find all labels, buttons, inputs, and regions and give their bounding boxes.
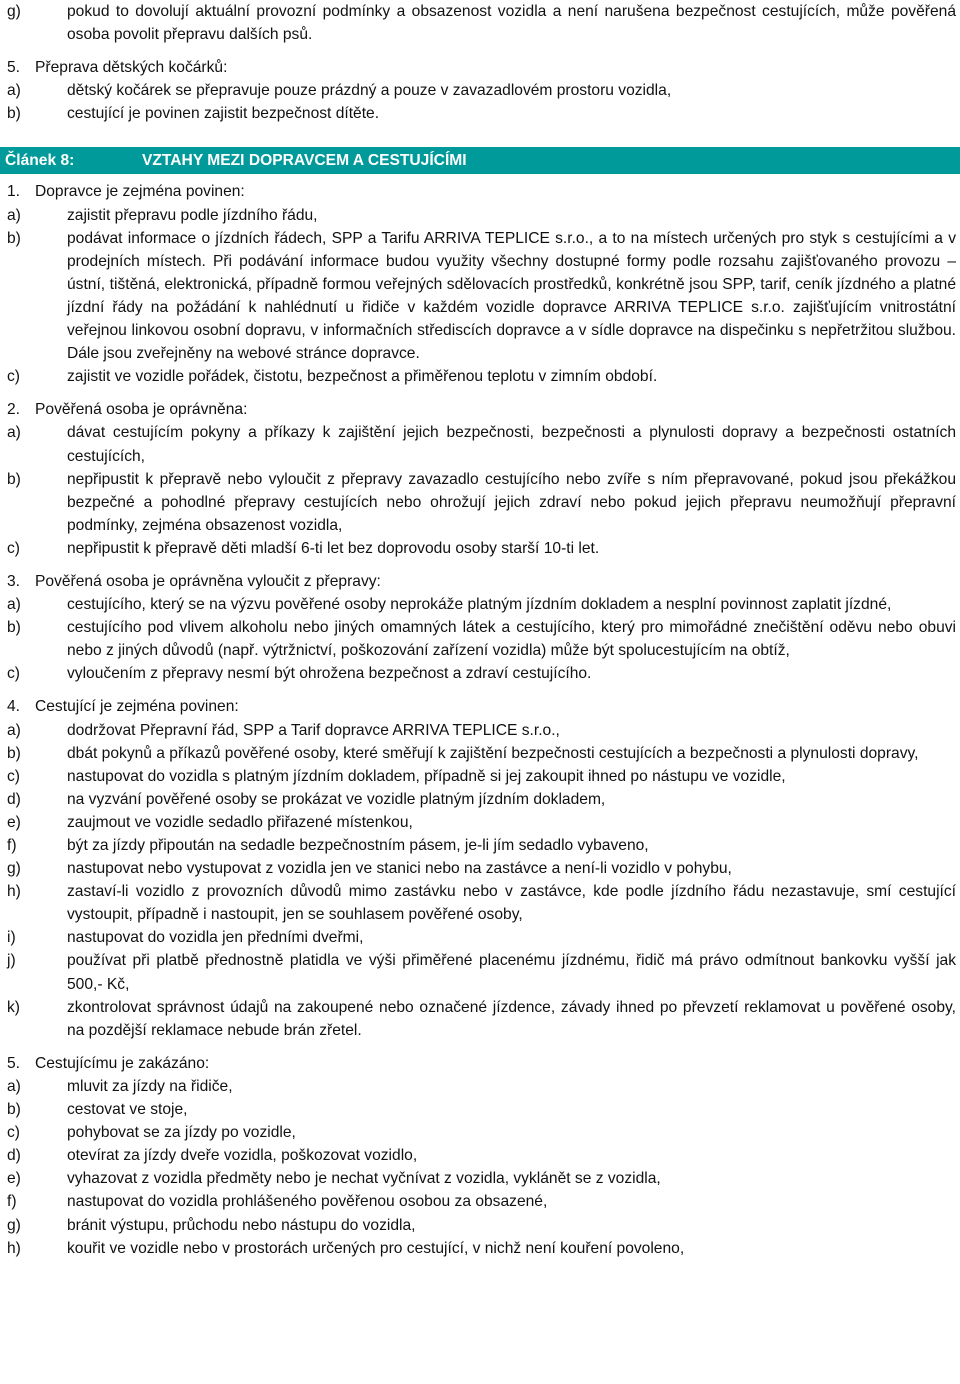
item-label: c) xyxy=(7,1124,20,1142)
section-heading xyxy=(7,180,956,203)
list-item xyxy=(7,788,956,811)
list-item xyxy=(7,365,956,388)
list-item xyxy=(7,616,956,662)
item-label: g) xyxy=(7,860,21,878)
item-label: a) xyxy=(7,424,21,442)
list-item xyxy=(7,468,956,537)
section-number: 4. xyxy=(7,698,21,716)
item-text: zkontrolovat správnost údajů na zakoupené nebo označené jízdence, závady ihned po převzetí reklamovat u pověřené osoby, na pozdější reklamace nebude brán zřetel. xyxy=(67,998,956,1039)
section-title: Přeprava dětských kočárků: xyxy=(35,59,228,77)
item-text: pokud to dovolují aktuální provozní podmínky a obsazenost vozidla a není narušena bezpečnost cestujících, může pověřená osoba povolit přepravu dalších psů. xyxy=(67,3,956,44)
item-text: dbát pokynů a příkazů pověřené osoby, které směřují k zajištění bezpečnosti cestujících a bezpečnosti a plynulosti dopravy, xyxy=(67,744,919,762)
item-text: na vyzvání pověřené osoby se prokázat ve vozidle platným jízdním dokladem, xyxy=(67,790,606,808)
spacer xyxy=(7,388,956,398)
item-text: vyhazovat z vozidla předměty nebo je nechat vyčnívat z vozidla, vyklánět se z vozidla, xyxy=(67,1170,661,1188)
section-title: Pověřená osoba je oprávněna vyloučit z přepravy: xyxy=(35,572,381,590)
item-text: dávat cestujícím pokyny a příkazy k zajištění jejich bezpečnosti, bezpečnosti a plynulosti dopravy a bezpečnosti ostatních cestujících, xyxy=(67,424,956,465)
item-label: c) xyxy=(7,665,20,683)
item-text: zajistit ve vozidle pořádek, čistotu, bezpečnost a přiměřenou teplotu v zimním období. xyxy=(67,368,658,386)
list-item xyxy=(7,1167,956,1190)
item-label: i) xyxy=(7,929,16,947)
spacer xyxy=(7,560,956,570)
list-item xyxy=(7,765,956,788)
list-item xyxy=(7,1190,956,1213)
list-item xyxy=(7,949,956,995)
list-item xyxy=(7,593,956,616)
section-heading xyxy=(7,570,956,593)
item-label: c) xyxy=(7,368,20,386)
spacer xyxy=(7,46,956,56)
section-heading xyxy=(7,695,956,718)
item-label: c) xyxy=(7,539,20,557)
section-title: Cestujícímu je zakázáno: xyxy=(35,1054,210,1072)
section-number: 5. xyxy=(7,1054,21,1072)
article-number: Článek 8: xyxy=(5,152,75,170)
item-text: podávat informace o jízdních řádech, SPP a Tarifu ARRIVA TEPLICE s.r.o., a to na místech určených pro styk s cestujícími a v prodejních místech. Při podávání informace budou využity všechny dostupné formy podle rozsahu zajišťovaného provozu – ústní, tištěná, elektronická, případně formou veřejných sdělovacích prostředků, konkrétně jsou SPP, tarif, ceník jízdného a platné jízdní řády na požádání k nahlédnutí u řidiče v každém vozidle dopravce ARRIVA TEPLICE s.r.o. zajišťujícím vnitrostátní veřejnou linkovou osobní dopravu, v informačních střediscích dopravce a v sídle dopravce na dispečinku s nepřetržitou službou. Dále jsou zveřejněny na webové stránce dopravce. xyxy=(67,229,956,363)
item-text: dětský kočárek se přepravuje pouze prázdný a pouze v zavazadlovém prostoru vozidla, xyxy=(67,82,672,100)
item-label: e) xyxy=(7,1170,21,1188)
item-text: nepřipustit k přepravě děti mladší 6-ti let bez doprovodu osoby starší 10-ti let. xyxy=(67,539,600,557)
item-text: kouřit ve vozidle nebo v prostorách určených pro cestující, v nichž není kouření povoleno, xyxy=(67,1239,685,1257)
item-label: k) xyxy=(7,998,20,1016)
section-title: Cestující je zejména povinen: xyxy=(35,698,239,716)
item-label: b) xyxy=(7,1101,21,1119)
list-item xyxy=(7,1237,956,1260)
item-label: a) xyxy=(7,1077,21,1095)
item-label: a) xyxy=(7,206,21,224)
item-text: cestující je povinen zajistit bezpečnost dítěte. xyxy=(67,105,380,123)
list-item xyxy=(7,926,956,949)
spacer xyxy=(7,685,956,695)
section-heading xyxy=(7,398,956,421)
item-text: zaujmout ve vozidle sedadlo přiřazené místenkou, xyxy=(67,813,413,831)
item-text: cestovat ve stoje, xyxy=(67,1101,188,1119)
section-number: 1. xyxy=(7,183,21,201)
item-text: nastupovat nebo vystupovat z vozidla jen ve stanici nebo na zastávce a není-li vozidlo v pohybu, xyxy=(67,860,732,878)
item-label: h) xyxy=(7,1239,21,1257)
spacer xyxy=(7,1042,956,1052)
item-label: d) xyxy=(7,790,21,808)
section-title: Dopravce je zejména povinen: xyxy=(35,183,245,201)
item-label: e) xyxy=(7,813,21,831)
item-label: f) xyxy=(7,1193,17,1211)
list-item xyxy=(7,102,956,125)
item-label: b) xyxy=(7,619,21,637)
item-label: a) xyxy=(7,721,21,739)
list-item xyxy=(7,662,956,685)
item-label: d) xyxy=(7,1147,21,1165)
list-item xyxy=(7,227,956,366)
list-item xyxy=(7,1098,956,1121)
section-title: Pověřená osoba je oprávněna: xyxy=(35,401,248,419)
item-text: zajistit přepravu podle jízdního řádu, xyxy=(67,206,318,224)
item-text: nastupovat do vozidla prohlášeného pověřenou osobou za obsazené, xyxy=(67,1193,548,1211)
list-item xyxy=(7,857,956,880)
list-item xyxy=(7,996,956,1042)
list-item xyxy=(7,719,956,742)
item-text: vyloučením z přepravy nesmí být ohrožena bezpečnost a zdraví cestujícího. xyxy=(67,665,592,683)
list-item xyxy=(7,742,956,765)
section-heading xyxy=(7,1052,956,1075)
list-item xyxy=(7,834,956,857)
list-item xyxy=(7,1075,956,1098)
item-label: f) xyxy=(7,837,17,854)
item-text: cestujícího pod vlivem alkoholu nebo jiných omamných látek a cestujícího, který pro mimořádné znečištění oděvu nebo obuvi nebo z jiných důvodů (např. výtržnictví, poškozování zařízení vozidla) může být spolucestujícím na obtíž, xyxy=(67,619,956,660)
section-heading xyxy=(7,56,956,79)
item-label: c) xyxy=(7,767,20,785)
article-heading xyxy=(0,147,960,174)
item-text: nastupovat do vozidla s platným jízdním dokladem, případně si jej zakoupit ihned po nástupu ve vozidle, xyxy=(67,767,786,785)
list-item xyxy=(7,880,956,926)
item-label: b) xyxy=(7,470,21,488)
item-label: g) xyxy=(7,3,21,20)
article-title: VZTAHY MEZI DOPRAVCEM A CESTUJÍCÍMI xyxy=(142,152,467,170)
item-text: mluvit za jízdy na řidiče, xyxy=(67,1077,233,1095)
list-item xyxy=(7,811,956,834)
list-item xyxy=(7,1121,956,1144)
item-text: nastupovat do vozidla jen předními dveřmi, xyxy=(67,929,364,947)
section-number: 5. xyxy=(7,59,21,77)
item-text: používat při platbě přednostně platidla ve výši přiměřené placenému jízdnému, řidič má právo odmítnout bankovku vyšší jak 500,- Kč, xyxy=(67,952,956,993)
item-label: j) xyxy=(7,952,16,970)
list-item xyxy=(7,0,956,46)
list-item xyxy=(7,1214,956,1237)
list-item xyxy=(7,1144,956,1167)
item-text: být za jízdy připoután na sedadle bezpečnostním pásem, je-li jím sedadlo vybaveno, xyxy=(67,837,649,854)
item-text: bránit výstupu, průchodu nebo nástupu do vozidla, xyxy=(67,1216,416,1234)
item-text: zastaví-li vozidlo z provozních důvodů mimo zastávku nebo v zastávce, kde podle jízdního řádu nezastavuje, smí cestující vystoupit, případně i nastoupit, jen se souhlasem pověřené osoby, xyxy=(67,883,956,924)
item-label: g) xyxy=(7,1216,21,1234)
item-label: h) xyxy=(7,883,21,901)
section-number: 3. xyxy=(7,572,21,590)
item-label: a) xyxy=(7,82,21,100)
item-label: b) xyxy=(7,744,21,762)
item-label: b) xyxy=(7,229,21,247)
item-text: cestujícího, který se na výzvu pověřené osoby neprokáže platným jízdním dokladem a nesplní povinnost zaplatit jízdné, xyxy=(67,596,892,614)
list-item xyxy=(7,79,956,102)
item-text: dodržovat Přepravní řád, SPP a Tarif dopravce ARRIVA TEPLICE s.r.o., xyxy=(67,721,560,739)
item-text: otevírat za jízdy dveře vozidla, poškozovat vozidlo, xyxy=(67,1147,418,1165)
list-item xyxy=(7,204,956,227)
item-label: a) xyxy=(7,596,21,614)
item-text: nepřipustit k přepravě nebo vyloučit z přepravy zavazadlo cestujícího nebo zvíře s ním přepravované, pokud jsou překážkou bezpečné a pohodlné přepravy cestujících nebo ohrožují jejich zdraví nebo pokud jejich přepravu neumožňují přepravní podmínky, zejména obsazenost vozidla, xyxy=(67,470,956,534)
list-item xyxy=(7,537,956,560)
list-item xyxy=(7,421,956,467)
item-text: pohybovat se za jízdy po vozidle, xyxy=(67,1124,296,1142)
section-number: 2. xyxy=(7,401,21,419)
item-label: b) xyxy=(7,105,21,123)
